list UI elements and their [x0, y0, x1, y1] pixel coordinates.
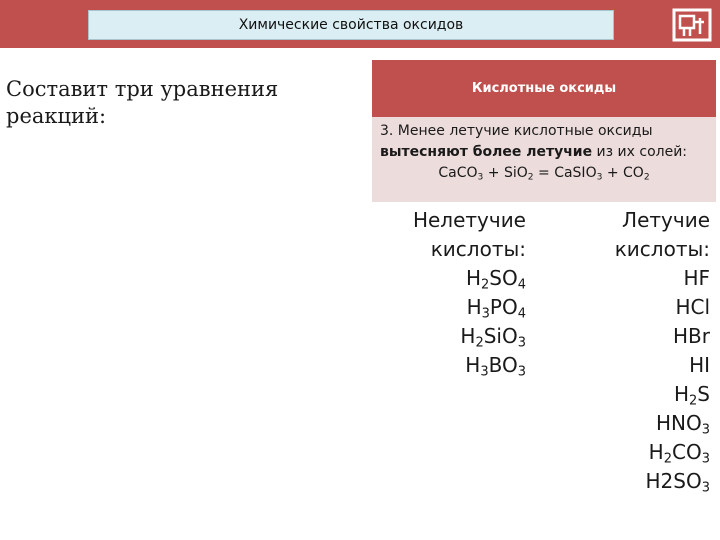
- formula-part: HNO: [655, 411, 702, 435]
- formula-subscript: 3: [480, 364, 489, 380]
- formula-part: SO: [489, 266, 518, 290]
- formula-part: H: [466, 295, 482, 319]
- eq-part: + SiO: [483, 165, 528, 181]
- panel-line-2-bold: вытесняют более летучие: [380, 144, 593, 160]
- acid-formula: [380, 264, 526, 293]
- acid-formula: [560, 264, 710, 293]
- volatile-heading-2: кислоты:: [614, 237, 710, 261]
- formula-subscript: 3: [481, 306, 490, 322]
- formula-part: BO: [488, 353, 518, 377]
- acid-formula: [560, 293, 710, 322]
- eq-part: CaCO: [438, 165, 478, 181]
- acid-formula: [560, 438, 710, 467]
- panel-line-2: [380, 142, 708, 163]
- nonvolatile-acids-list: [380, 206, 526, 380]
- acid-formula: [380, 293, 526, 322]
- panel-line-2-rest: из их солей:: [592, 144, 688, 160]
- formula-part: PO: [489, 295, 518, 319]
- panel-line-1: 3. Менее летучие кислотные оксиды: [380, 123, 653, 139]
- page-title: Химические свойства оксидов: [88, 10, 614, 40]
- formula-part: H: [465, 266, 481, 290]
- formula-part: H: [648, 440, 664, 464]
- eq-sub: 2: [643, 172, 650, 183]
- formula-subscript: 4: [517, 277, 526, 293]
- logo-icon: [670, 6, 714, 44]
- formula-subscript: 3: [701, 451, 710, 467]
- nonvolatile-heading-2: кислоты:: [430, 237, 526, 261]
- acid-formula: [560, 351, 710, 380]
- panel-body: [372, 117, 716, 202]
- formula-subscript: 3: [701, 480, 710, 496]
- formula-part: H: [460, 324, 476, 348]
- eq-part: + CO: [602, 165, 644, 181]
- formula-part: CO: [672, 440, 702, 464]
- formula-part: HCl: [675, 295, 710, 319]
- formula-subscript: 2: [475, 335, 484, 351]
- eq-sub: 2: [527, 172, 534, 183]
- header-bar: [0, 0, 720, 48]
- formula-part: SiO: [483, 324, 518, 348]
- acid-formula: [560, 380, 710, 409]
- formula-part: H: [465, 353, 481, 377]
- formula-subscript: 2: [663, 451, 672, 467]
- formula-part: HF: [683, 266, 710, 290]
- acid-formula: [380, 322, 526, 351]
- reaction-equation: [380, 163, 708, 184]
- nonvolatile-heading-1: Нелетучие: [412, 208, 526, 232]
- formula-part: HI: [689, 353, 710, 377]
- formula-subscript: 2: [689, 393, 698, 409]
- formula-subscript: 3: [701, 422, 710, 438]
- volatile-heading-1: Летучие: [622, 208, 710, 232]
- formula-part: S: [697, 382, 710, 406]
- formula-subscript: 3: [517, 364, 526, 380]
- formula-part: H2SO: [645, 469, 702, 493]
- formula-part: HBr: [673, 324, 710, 348]
- acid-formula: [560, 467, 710, 496]
- acid-formula: [380, 351, 526, 380]
- panel-header: Кислотные оксиды: [372, 60, 716, 117]
- eq-part: = CaSIO: [533, 165, 597, 181]
- acid-formula: [560, 409, 710, 438]
- formula-subscript: 3: [517, 335, 526, 351]
- eq-sub: 3: [596, 172, 603, 183]
- formula-subscript: 2: [481, 277, 490, 293]
- formula-subscript: 4: [517, 306, 526, 322]
- task-prompt: Составит три уравнения реакций:: [6, 77, 279, 128]
- volatile-acids-list: [560, 206, 710, 496]
- formula-part: H: [673, 382, 690, 406]
- eq-sub: 3: [477, 172, 484, 183]
- acid-formula: [560, 322, 710, 351]
